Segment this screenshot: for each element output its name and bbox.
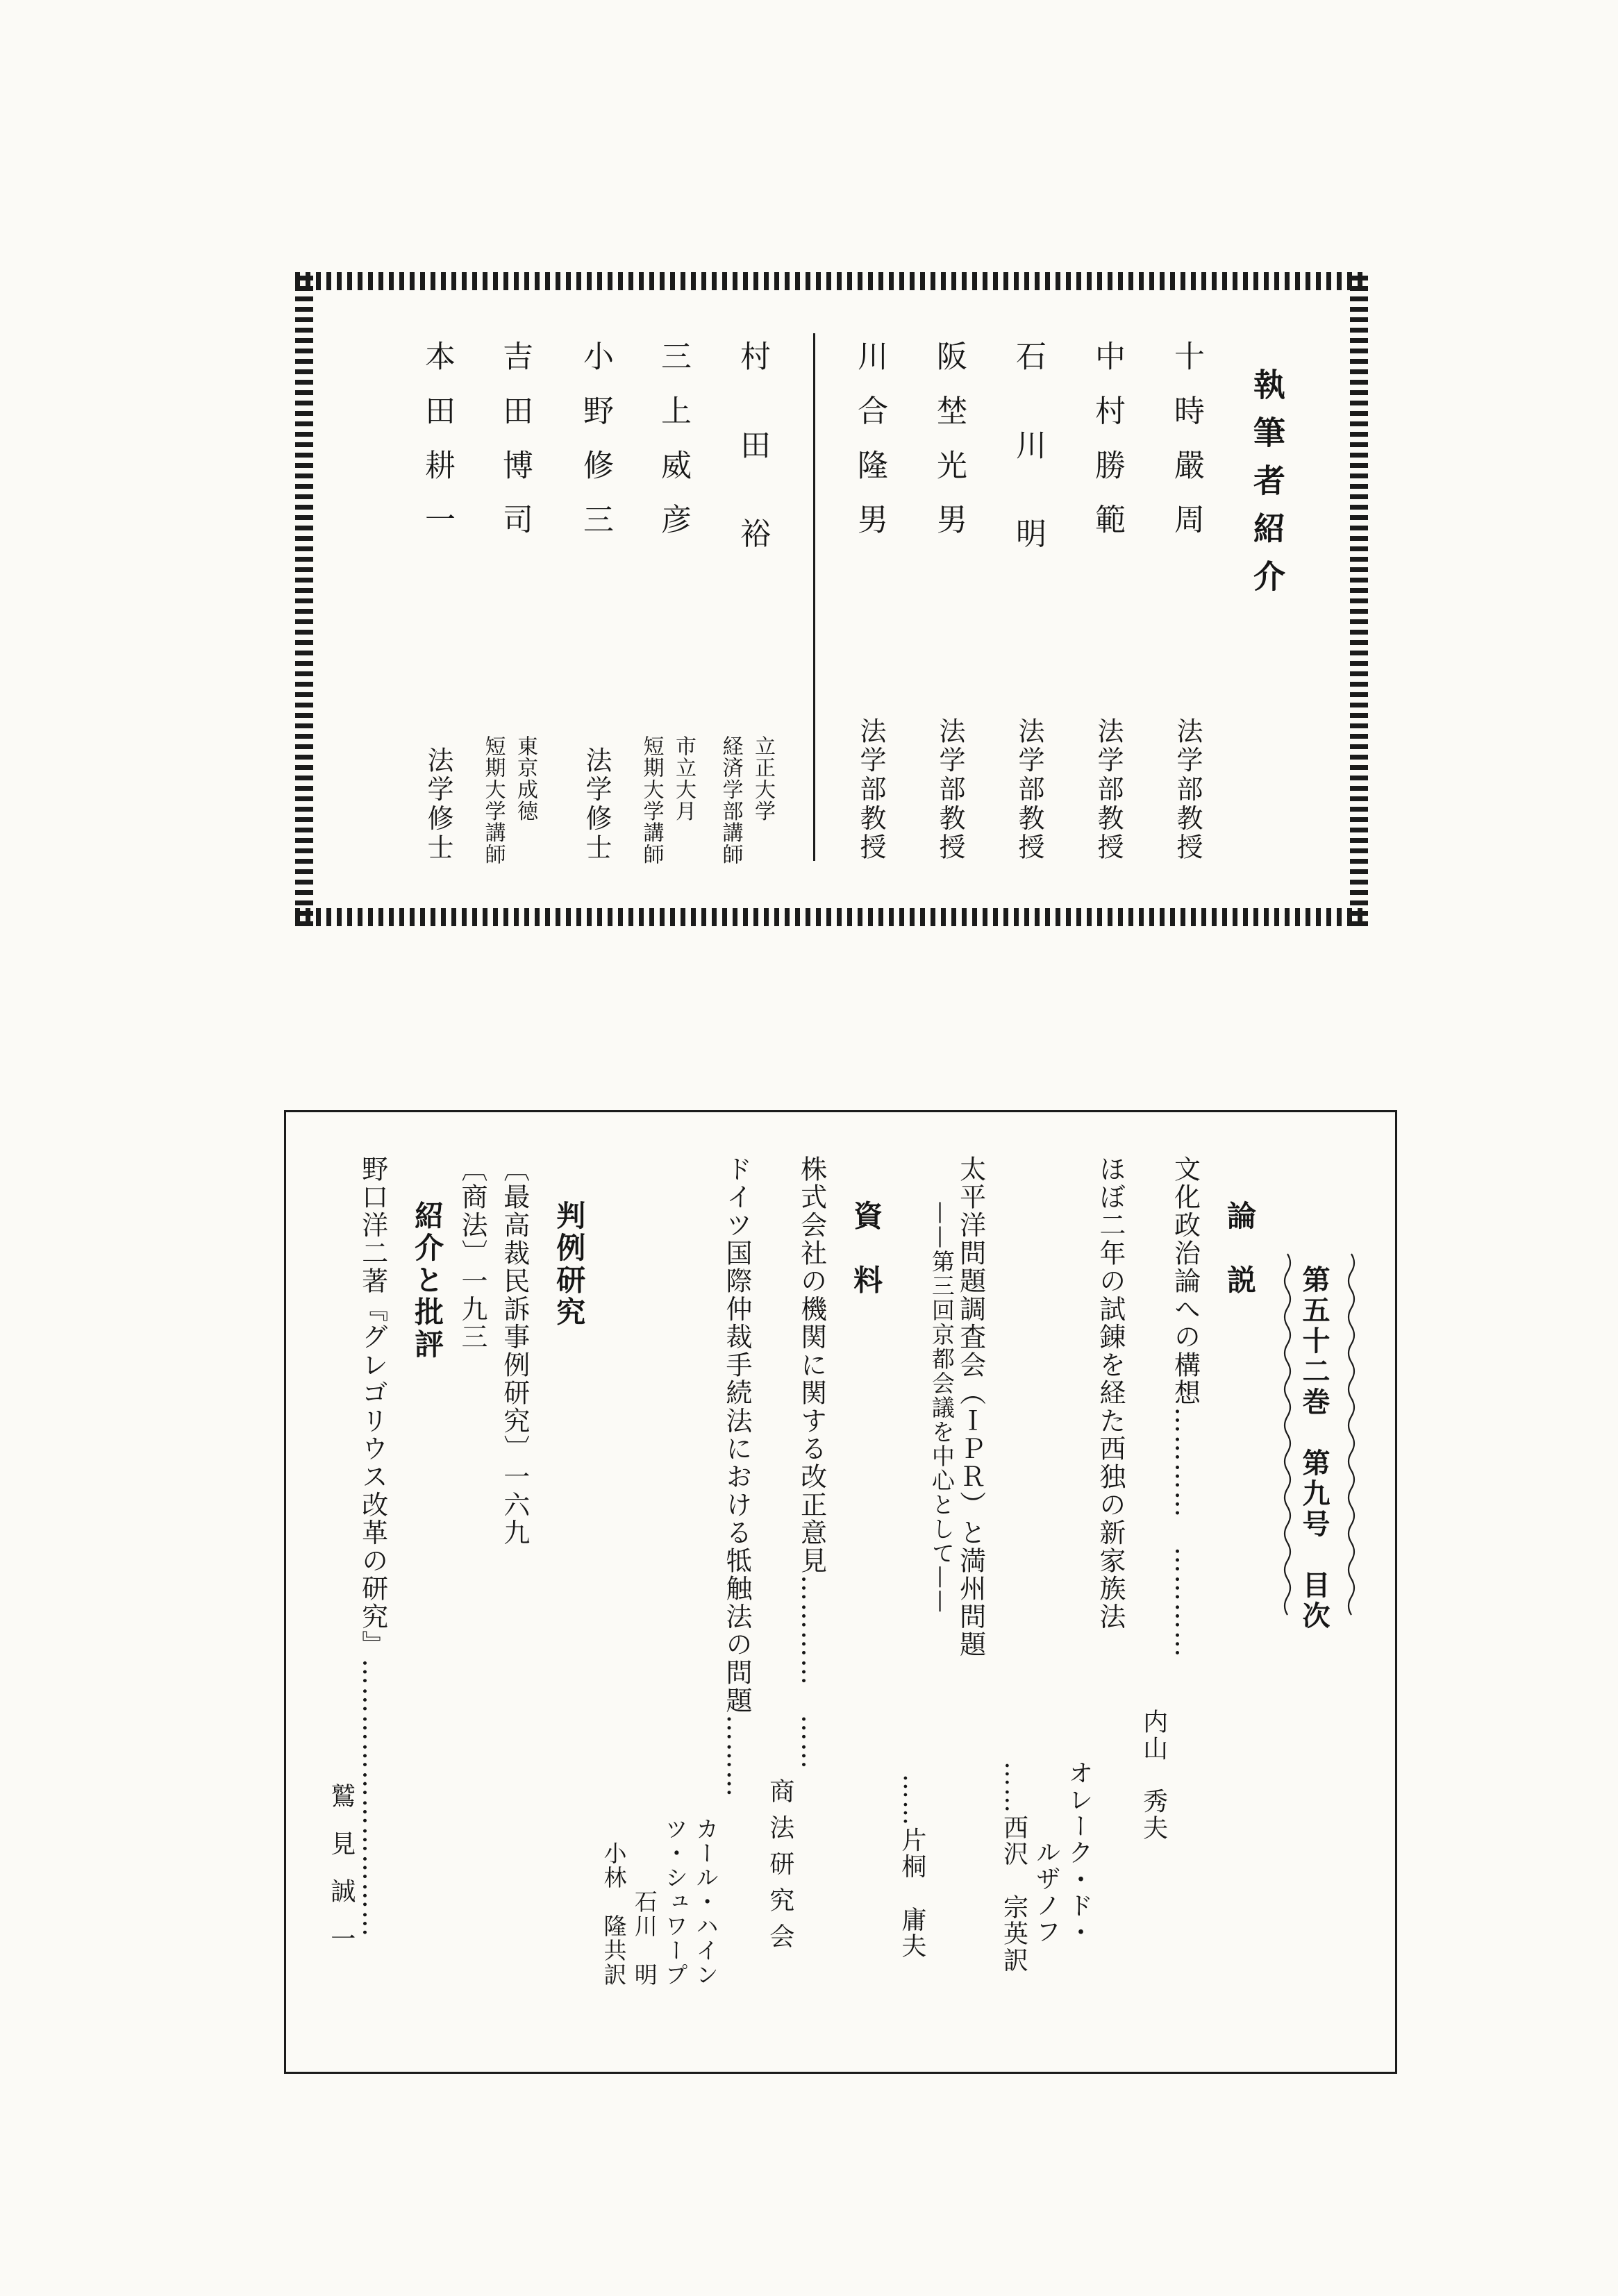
contributors-heading [1249,324,1292,871]
contributor-title-line: 立正大学 [751,735,775,822]
toc-section-heading-shokai: 紹介と批評 [410,1200,445,1361]
contributor-name: 村田裕 [735,340,770,606]
contributor-name: 川合隆男 [852,340,887,558]
toc-entry [324,1148,388,2022]
toc-entry-title: 太平洋問題調査会（ＩＰＲ）と満州問題 [955,1155,986,1659]
contributor-entry [852,324,894,871]
divider-rule [813,333,815,861]
toc-entry-author: ……西沢 宗英訳 [999,1761,1028,1973]
contributor-name: 中村勝範 [1090,340,1125,558]
toc-section-heading-hanrei: 判例研究 [552,1200,587,1329]
contributor-entry [419,324,462,871]
toc-content [286,1112,1395,2072]
frame-edge-right [1350,272,1368,926]
toc-entry-author: 石川 明 [631,1890,658,1987]
contributor-title-line: 短期大学講師 [639,735,664,865]
toc-entry-author: 小林 隆共訳 [600,1841,628,1987]
toc-volume-title: 第五十二巻 第九号 目次 [1298,1265,1331,1632]
contributor-title: 法学部教授 [935,717,965,862]
contributor-name: 阪埜光男 [931,340,967,558]
toc-entry-title: ほぼ二年の試錬を経た西独の新家族法 [1094,1155,1126,1631]
frame-edge-top [295,272,1368,290]
toc-entry-author: ツ・シュワープ [661,1817,689,1987]
toc-entry-title: 株式会社の機関に関する改正意見………… …… [796,1155,827,1771]
toc-entry-author: 鷲見誠一 [326,1783,356,1973]
toc-entry [997,1148,1126,2022]
contributor-title: 法学部教授 [1172,717,1203,862]
contributor-entry [627,324,699,871]
contributor-title: 法学部教授 [1093,717,1124,862]
contributor-name: 石川明 [1010,340,1046,606]
toc-entry [763,1148,827,2022]
contributors-box [295,272,1368,926]
contributors-heading-text: 執筆者紹介 [1249,368,1286,607]
contributor-entry [578,324,620,871]
contributor-title [635,735,699,865]
toc-entry-title: 〔商法〕一九三 [456,1155,487,1351]
toc-entry [499,1148,530,2022]
contributor-entry [931,324,974,871]
toc-entry [1137,1148,1201,2022]
contributor-entry [469,324,541,871]
toc-entry-author: オレーク・ド・ [1065,1759,1094,1945]
contributor-entry [1010,324,1053,871]
contributor-title-line: 市立大月 [672,735,696,822]
toc-section-heading-ronsetsu: 論 説 [1223,1200,1257,1297]
contributor-title: 法学部教授 [1014,717,1044,862]
toc-section-heading-shiryo: 資 料 [849,1200,884,1297]
contributor-name: 十時嚴周 [1169,340,1204,558]
contributor-entry [1169,324,1211,871]
contributor-title-line: 短期大学講師 [481,735,506,865]
wavy-rule-left [1283,1252,1292,1616]
contributor-entry [706,324,778,871]
contributor-title-line: 東京成徳 [513,735,537,822]
contributor-name: 吉田博司 [497,340,533,558]
toc-entry [895,1148,986,2022]
toc-entry-title: 野口洋二著『グレゴリウス改革の研究』………………………… [357,1155,388,1938]
toc-entry-author: 内山 秀夫 [1139,1709,1168,1841]
toc-box [284,1110,1397,2074]
contributor-title-line: 経済学部講師 [718,735,743,865]
frame-edge-left [295,272,313,926]
contributor-name: 小野修三 [578,340,613,558]
toc-volume-title-column [1278,1148,1356,2022]
toc-entry-author: 商法研究会 [765,1778,794,1959]
toc-entry-title: ドイツ国際仲裁手続法における牴触法の問題……… [721,1155,752,1799]
toc-entry-author: ……片桐 庸夫 [897,1773,926,1959]
frame-edge-bottom [295,908,1368,926]
toc-entry-author: ルザノフ [1032,1839,1061,1945]
contributor-name: 本田耕一 [419,340,455,558]
contributor-title: 法学修士 [581,746,612,862]
contributor-entry [1090,324,1132,871]
toc-entry [598,1148,752,2022]
toc-entry [456,1148,487,2022]
toc-entry-title: 文化政治論への構想………… ………… [1169,1155,1201,1659]
contributor-title: 法学部教授 [856,717,886,862]
contributor-title [476,735,541,865]
toc-entry-author: カール・ハイン [692,1817,720,1987]
contributor-title [714,735,778,865]
contributor-name: 三上威彦 [656,340,691,558]
wavy-rule-right [1346,1252,1356,1616]
toc-entry-title: 〔最高裁民訴事例研究〕一六九 [499,1155,530,1547]
contributor-title: 法学修士 [423,746,453,862]
toc-entry-subtitle: ——第三回京都会議を中心として—— [928,1201,956,1614]
contributors-content [313,290,1350,908]
